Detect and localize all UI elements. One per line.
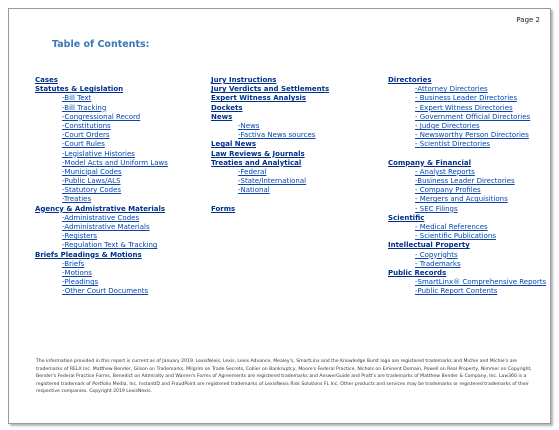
toc-subsection-link[interactable]: -SmartLinx® Comprehensive Reports	[415, 278, 547, 287]
toc-section-link[interactable]: Forms	[211, 204, 236, 213]
toc-subsection-link[interactable]: - Trademarks	[415, 259, 461, 268]
toc-subsection-link[interactable]: -Regulation Text & Tracking	[62, 241, 158, 250]
toc-subsection-link[interactable]: - Company Profiles	[415, 186, 481, 195]
spacer	[388, 150, 548, 159]
toc-section-link[interactable]: News	[211, 112, 233, 121]
toc-section-link[interactable]: Statutes & Legislation	[35, 85, 124, 94]
toc-subsection-link[interactable]: -Legislative Histories	[62, 149, 135, 158]
toc-subsection-link[interactable]: -Registers	[62, 232, 97, 241]
toc-section-link[interactable]: Intellectual Property	[388, 241, 470, 250]
toc-subsection-link[interactable]: -Bill Tracking	[62, 103, 107, 112]
toc-subsection-link[interactable]: - SEC Filings	[415, 204, 458, 213]
toc-section-link[interactable]: Briefs Pleadings & Motions	[35, 250, 142, 259]
toc-subsection-link[interactable]: -Administrative Codes	[62, 213, 140, 222]
toc-subsection-link[interactable]: - Scientist Directories	[415, 140, 491, 149]
toc-subsection-link[interactable]: -Public Report Contents	[415, 287, 498, 296]
toc-section-link[interactable]: Cases	[35, 76, 58, 84]
toc-subsection-link[interactable]: -Statutory Codes	[62, 186, 122, 195]
toc-subsection-link[interactable]: -Briefs	[62, 259, 85, 268]
toc-subsection-link[interactable]: -Motions	[62, 268, 92, 277]
toc-subsection-link[interactable]: - Expert Witness Directories	[415, 103, 513, 112]
toc-subsection-link[interactable]: - Medical References	[415, 223, 488, 231]
toc-subsection-link[interactable]: - Analyst Reports	[415, 167, 475, 176]
toc-column-3	[388, 76, 548, 297]
toc-subsection-link[interactable]: -State/International	[238, 177, 307, 186]
toc-subsection-link[interactable]: -News	[238, 121, 260, 130]
toc-subsection-link[interactable]: -Attorney Directories	[415, 85, 488, 94]
toc-subsection-link[interactable]: -Court Orders	[62, 131, 110, 140]
toc-subsection-link[interactable]: - Copyrights	[415, 250, 458, 259]
toc-subsection-link[interactable]: -Congressional Record	[62, 112, 141, 121]
toc-section-link[interactable]: Company & Financial	[388, 158, 472, 167]
toc-section-link[interactable]: Legal News	[211, 140, 257, 149]
toc-subsection-link[interactable]: -Constitutions	[62, 121, 111, 130]
toc-subsection-link[interactable]: -Pleadings	[62, 278, 99, 287]
toc-subsection-link[interactable]: -Other Court Documents	[62, 287, 149, 296]
toc-subsection-link[interactable]: -Bill Text	[62, 94, 92, 103]
document-page	[8, 8, 551, 424]
toc-subsection-link[interactable]: -Business Leader Directories	[415, 177, 515, 186]
toc-section-link[interactable]: Dockets	[211, 103, 243, 112]
toc-section-link[interactable]: Law Reviews & Journals	[211, 149, 305, 158]
toc-subsection-link[interactable]: -Model Acts and Uniform Laws	[62, 158, 168, 167]
toc-subsection-link[interactable]: - Government Official Directories	[415, 112, 531, 121]
toc-section-link[interactable]: Directories	[388, 76, 432, 84]
toc-section-link[interactable]: Public Records	[388, 268, 447, 277]
toc-column-2	[211, 76, 386, 214]
toc-section-link[interactable]: Jury Verdicts and Settlements	[211, 85, 330, 94]
toc-subsection-link[interactable]: - Judge Directories	[415, 121, 480, 130]
page-number: Page 2	[516, 16, 540, 24]
toc-subsection-link[interactable]: -Factiva News sources	[238, 131, 316, 140]
toc-subsection-link[interactable]: -Municipal Codes	[62, 167, 122, 176]
toc-subsection-link[interactable]: -Court Rules	[62, 140, 105, 149]
toc-subsection-link[interactable]: - Newsworthy Person Directories	[415, 131, 529, 140]
toc-subsection-link[interactable]: - Mergers and Acquisitions	[415, 195, 508, 204]
toc-section-link[interactable]: Expert Witness Analysis	[211, 94, 307, 103]
toc-subsection-link[interactable]: - Business Leader Directories	[415, 94, 518, 103]
toc-section-link[interactable]: Jury Instructions	[211, 76, 277, 84]
toc-subsection-link[interactable]: - Scientific Publications	[415, 232, 496, 241]
toc-section-link[interactable]: Scientific	[388, 213, 425, 222]
toc-subsection-link[interactable]: -Federal	[238, 167, 267, 176]
page-title: Table of Contents:	[52, 39, 150, 50]
toc-column-1	[35, 76, 210, 297]
footer-disclaimer: The information provided in this report is current as of January 2019. LexisNexis, Lexis, Lexis Advance, Mealey's, SmartLinx and the Knowledge Burst logo are registered trademarks and Michie and Michie's are trademarks of RELX Inc. Matthew Bender, Gilson on Trademarks, Milgrim on Trade Secrets, Collier on Bankruptcy, Moore's Federal Practice, Nichols on Eminent Domain, Powell on Real Property, Nimmer on Copyright, Bender's Federal Practice Forms, Benedict on Admiralty and Warren's Forms of Agreements are registered trademarks and AnswerGuide and Pratt's are trademarks of Matthew Bender & Company, Inc. Law360 is a registered trademark of Portfolio Media, Inc. InstantID and FraudPoint are registered trademarks of LexisNexis Risk Solutions FL Inc. Other products and services may be trademarks or registered trademarks of their respective companies. Copyright 2019 LexisNexis.	[36, 359, 532, 395]
spacer	[211, 195, 386, 204]
toc-section-link[interactable]: Agency & Admistrative Materials	[35, 204, 166, 213]
toc-subsection-link[interactable]: -National	[238, 186, 270, 195]
toc-subsection-link[interactable]: -Public Laws/ALS	[62, 177, 121, 186]
toc-section-link[interactable]: Treaties and Analytical	[211, 158, 302, 167]
toc-subsection-link[interactable]: -Treaties	[62, 195, 92, 204]
toc-subsection-link[interactable]: -Administrative Materials	[62, 223, 150, 231]
